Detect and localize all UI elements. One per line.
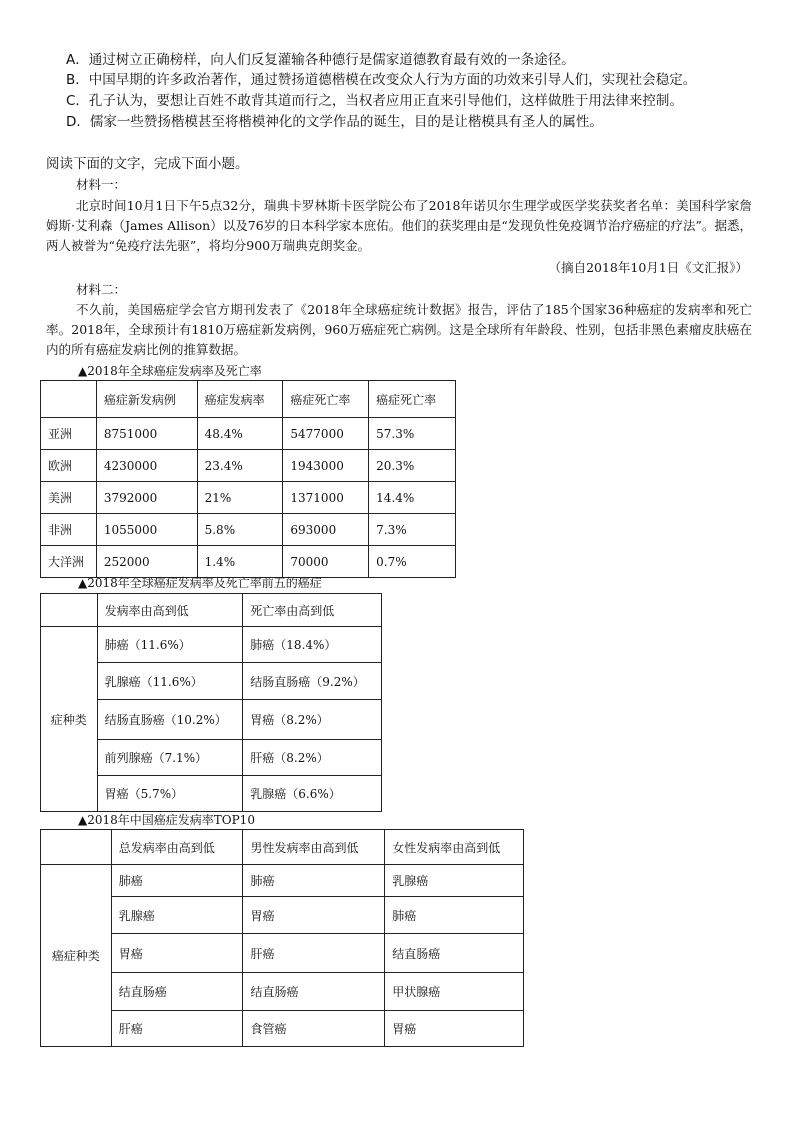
table-header-cell: [41, 594, 98, 627]
table-cell: 大洋洲: [41, 546, 97, 578]
table-row: [41, 627, 382, 663]
table-row: [41, 865, 524, 897]
table-cell: 肺癌（11.6%）: [97, 627, 243, 663]
table-row: [41, 973, 524, 1011]
table-header-cell: 癌症新发病例: [96, 381, 197, 418]
table2-header-row: [41, 594, 382, 627]
table-cell: 前列腺癌（7.1%）: [97, 740, 243, 776]
table-cell: 美洲: [41, 482, 97, 514]
table-row: [41, 546, 456, 578]
top5-cancer-table: [40, 593, 382, 812]
table1-caption: ▲2018年全球癌症发病率及死亡率: [78, 364, 262, 378]
table-header-cell: 男性发病率由高到低: [243, 830, 385, 865]
table-cell: 23.4%: [197, 450, 283, 482]
material1-text: 北京时间10月1日下午5点32分，瑞典卡罗林斯卡医学院公布了2018年诺贝尔生理学或医学奖获奖者名单：美国科学家詹姆斯·艾利森（James Allison）以及76岁的日本科学家本庶佑。他们的获奖理由是“发现负性免疫调节治疗癌症的疗法”。据悉，两人被誉为“免疫疗法先驱”，将均分900万瑞典克朗奖金。: [46, 198, 752, 253]
table-cell: 肝癌: [111, 1011, 243, 1047]
table-header-cell: [41, 830, 112, 865]
table-cell: 8751000: [96, 418, 197, 450]
table-cell: 乳腺癌: [385, 865, 524, 897]
table-cell: 252000: [96, 546, 197, 578]
table-cell: 5477000: [283, 418, 369, 450]
table-cell: 57.3%: [369, 418, 456, 450]
table-header-cell: 癌症发病率: [197, 381, 283, 418]
table-cell: 非洲: [41, 514, 97, 546]
table3-caption: ▲2018年中国癌症发病率TOP10: [78, 813, 255, 827]
table-cell: 0.7%: [369, 546, 456, 578]
table-cell: 70000: [283, 546, 369, 578]
table-row: [41, 1011, 524, 1047]
table-cell: 14.4%: [369, 482, 456, 514]
table-cell: 乳腺癌（11.6%）: [97, 663, 243, 700]
material1-label: 材料一：: [76, 177, 127, 192]
table-row: [41, 514, 456, 546]
table-cell: 48.4%: [197, 418, 283, 450]
material2-text: 不久前，美国癌症学会官方期刊发表了《2018年全球癌症统计数据》报告，评估了185个国家36种癌症的发病率和死亡率。2018年，全球预计有1810万癌症新发病例，960万癌症死亡病例。这是全球所有年龄段、性别，包括非黑色素瘤皮肤癌在内的所有癌症发病比例的推算数据。: [46, 302, 752, 357]
table-cell: 欧洲: [41, 450, 97, 482]
table-header-cell: 癌症死亡率: [283, 381, 369, 418]
table-header-cell: [41, 381, 97, 418]
table2-caption: ▲2018年全球癌症发病率及死亡率前五的癌症: [78, 576, 322, 590]
row-group-header: 症种类: [41, 627, 98, 812]
table-cell: 肺癌（18.4%）: [243, 627, 382, 663]
table-cell: 胃癌（8.2%）: [243, 700, 382, 740]
table-row: [41, 482, 456, 514]
table-cell: 肺癌: [243, 865, 385, 897]
table-cell: 肝癌（8.2%）: [243, 740, 382, 776]
table-cell: 结肠直肠癌（9.2%）: [243, 663, 382, 700]
table-row: [41, 897, 524, 934]
table-cell: 胃癌: [111, 934, 243, 973]
table-cell: 693000: [283, 514, 369, 546]
table1-header-row: [41, 381, 456, 418]
table-row: [41, 934, 524, 973]
global-cancer-rate-table: [40, 380, 456, 578]
table-cell: 1055000: [96, 514, 197, 546]
table-cell: 肺癌: [385, 897, 524, 934]
option-d: D．儒家一些赞扬楷模甚至将楷模神化的文学作品的诞生，目的是让楷模具有圣人的属性。: [66, 114, 603, 130]
table-cell: 结直肠癌: [385, 934, 524, 973]
table3-header-row: [41, 830, 524, 865]
table-cell: 乳腺癌: [111, 897, 243, 934]
table-cell: 结肠直肠癌（10.2%）: [97, 700, 243, 740]
table-header-cell: 癌症死亡率: [369, 381, 456, 418]
table-cell: 肺癌: [111, 865, 243, 897]
table-cell: 1371000: [283, 482, 369, 514]
table-cell: 胃癌: [243, 897, 385, 934]
table-header-cell: 发病率由高到低: [97, 594, 243, 627]
table-cell: 20.3%: [369, 450, 456, 482]
table-cell: 甲状腺癌: [385, 973, 524, 1011]
row-group-header: 癌症种类: [41, 865, 112, 1047]
table-cell: 乳腺癌（6.6%）: [243, 776, 382, 812]
table-cell: 食管癌: [243, 1011, 385, 1047]
table-header-cell: 女性发病率由高到低: [385, 830, 524, 865]
table-cell: 1.4%: [197, 546, 283, 578]
table-row: [41, 418, 456, 450]
option-a: A．通过树立正确榜样，向人们反复灌输各种德行是儒家道德教育最有效的一条途径。: [66, 52, 575, 68]
table-cell: 结直肠癌: [111, 973, 243, 1011]
table-cell: 结直肠癌: [243, 973, 385, 1011]
table-row: [41, 450, 456, 482]
reading-instruction: 阅读下面的文字，完成下面小题。: [46, 156, 249, 172]
table-cell: 3792000: [96, 482, 197, 514]
material2-label: 材料二：: [76, 282, 127, 297]
table-cell: 7.3%: [369, 514, 456, 546]
table-cell: 胃癌: [385, 1011, 524, 1047]
option-c: C．孔子认为，要想让百姓不敢背其道而行之，当权者应用正直来引导他们，这样做胜于用法律来控制。: [66, 93, 683, 109]
table-cell: 肝癌: [243, 934, 385, 973]
table-cell: 5.8%: [197, 514, 283, 546]
table-cell: 胃癌（5.7%）: [97, 776, 243, 812]
material1-source: （摘自2018年10月1日《文汇报》）: [548, 260, 748, 275]
china-cancer-top10-table: [40, 829, 524, 1047]
table-header-cell: 死亡率由高到低: [243, 594, 382, 627]
table-cell: 21%: [197, 482, 283, 514]
table-header-cell: 总发病率由高到低: [111, 830, 243, 865]
table-cell: 亚洲: [41, 418, 97, 450]
table-cell: 4230000: [96, 450, 197, 482]
option-b: B．中国早期的许多政治著作，通过赞扬道德楷模在改变众人行为方面的功效来引导人们，实现社会稳定。: [66, 72, 697, 88]
table-cell: 1943000: [283, 450, 369, 482]
